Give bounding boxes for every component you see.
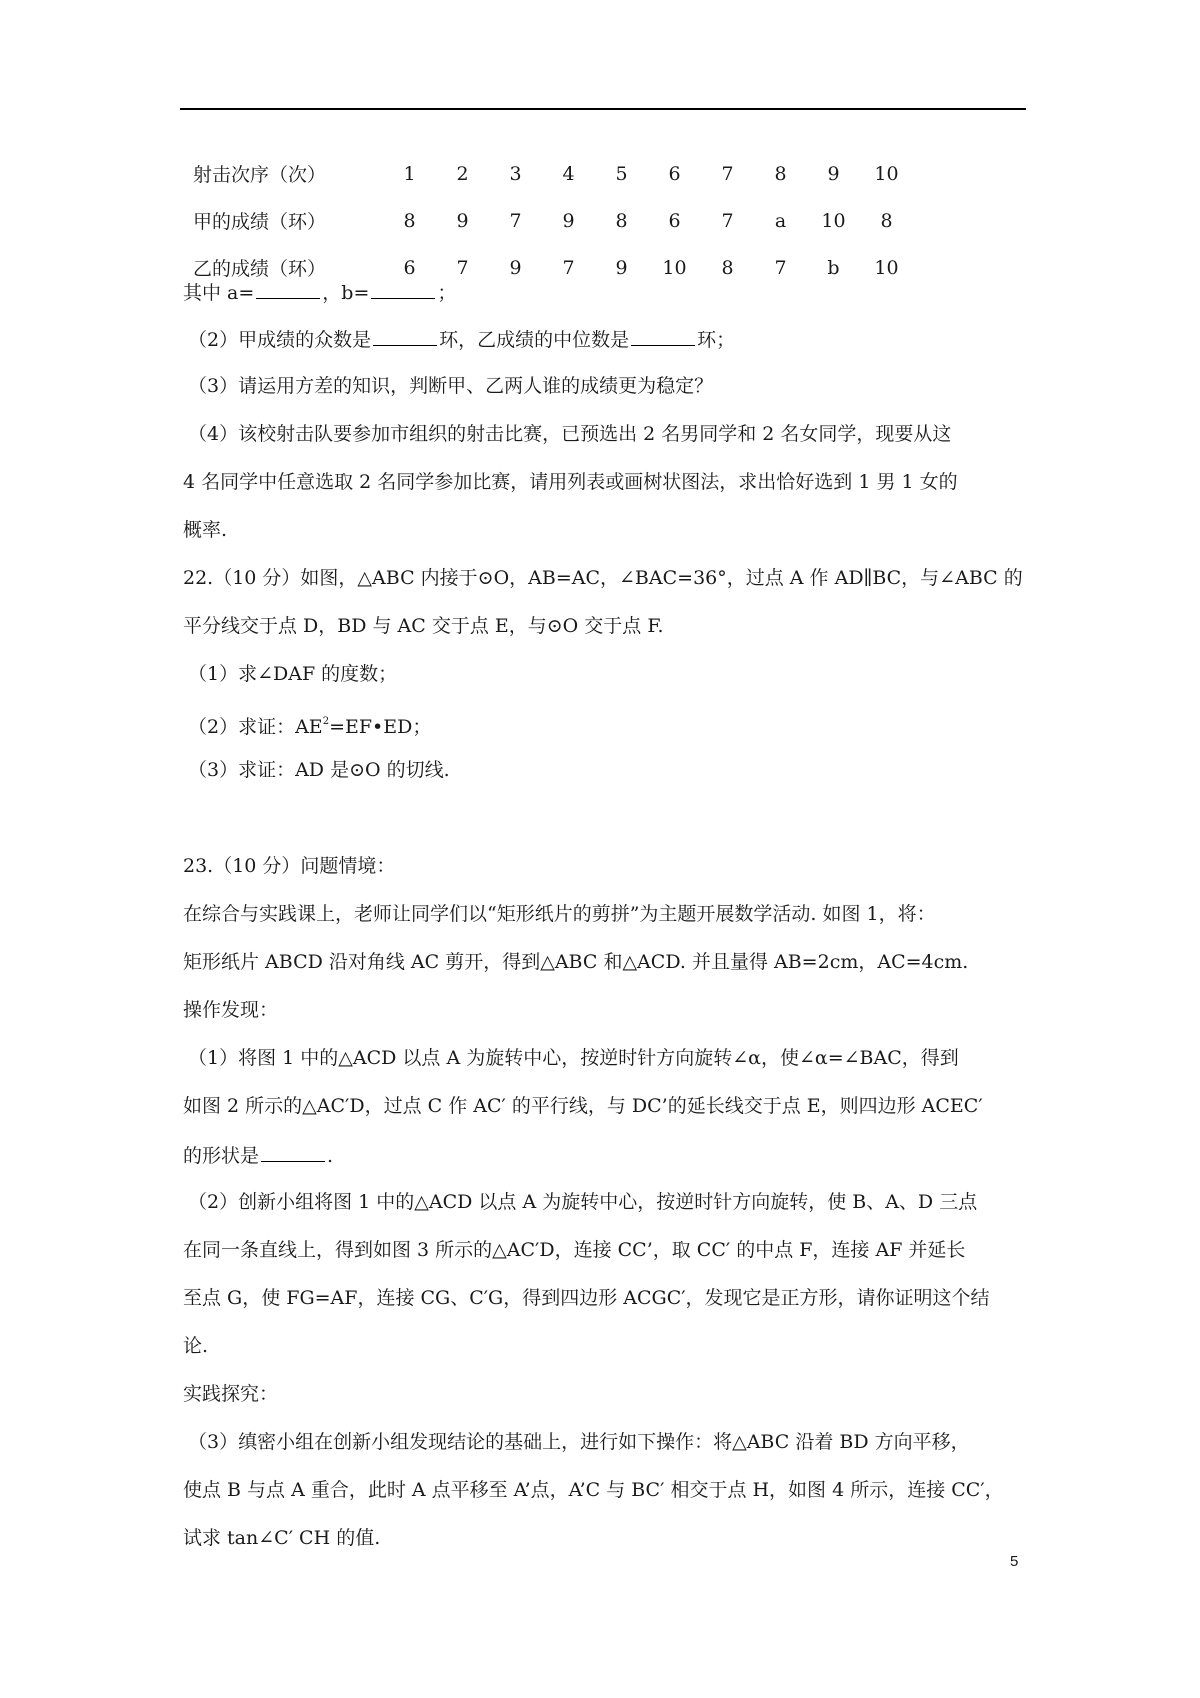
table-cell: 3 [509,162,522,185]
table-cell: 10 [821,209,846,232]
table-row [193,197,913,244]
q22-part2-suffix: =EF•ED； [329,716,432,738]
q23-header: 23.（10 分）问题情境： [183,855,396,877]
q22-part2-prefix: （2）求证：AE [188,716,323,738]
shooting-score-table [193,150,913,291]
q21-part3: （3）请运用方差的知识，判断甲、乙两人谁的成绩更为稳定？ [188,375,714,397]
q23-part3-line2: 使点 B 与点 A 重合，此时 A 点平移至 A’点，A’C 与 BC′ 相交于点 H，如图 4 所示，连接 CC′， [183,1479,1004,1501]
table-cell: b [827,256,840,279]
table-cell: 8 [880,209,893,232]
table-cell: 9 [562,209,575,232]
q23-intro-line2: 矩形纸片 ABCD 沿对角线 AC 剪开，得到△ABC 和△ACD. 并且量得 AB=2cm，AC=4cm. [183,951,969,973]
q21-ab-suffix: ； [437,282,457,304]
table-cell: 10 [662,256,687,279]
answer-blank-mode [373,325,437,346]
table-cell: 1 [403,162,416,185]
q22-part1: （1）求∠DAF 的度数； [188,663,398,685]
q23-intro-line1: 在综合与实践课上，老师让同学们以“矩形纸片的剪拼”为主题开展数学活动. 如图 1，将： [183,903,936,925]
q23-part1-line3 [183,1141,333,1169]
q23-part1-line3-suffix: . [327,1145,334,1167]
table-row [193,150,913,197]
q23-part2-line2: 在同一条直线上，得到如图 3 所示的△AC′D，连接 CC’，取 CC′ 的中点 F，连接 AF 并延长 [183,1239,966,1261]
answer-blank-b [371,278,435,299]
table-row-label: 射击次序（次） [193,164,327,186]
table-cell: a [774,209,787,232]
q23-part3-line1: （3）缜密小组在创新小组发现结论的基础上，进行如下操作：将△ABC 沿着 BD 方向平移， [188,1431,970,1453]
q22-part2 [188,709,431,740]
q23-part1-line3-prefix: 的形状是 [183,1145,260,1167]
q21-ab-line [183,278,456,306]
q23-part2-line1: （2）创新小组将图 1 中的△ACD 以点 A 为旋转中心，按逆时针方向旋转，使 B、A、D 三点 [188,1191,978,1213]
q21-part2 [188,325,735,353]
table-cell: 6 [668,209,681,232]
q21-ab-prefix: 其中 a= [183,282,255,304]
q21-part4-line3: 概率. [183,519,228,541]
table-cell: 7 [774,256,787,279]
header-rule [180,108,1026,110]
table-cell: 9 [456,209,469,232]
answer-blank-a [256,278,320,299]
table-cell: 2 [456,162,469,185]
table-cell: 10 [874,256,899,279]
table-cell: 9 [509,256,522,279]
table-cell: 8 [774,162,787,185]
table-cell: 6 [403,256,416,279]
q21-part4-line1: （4）该校射击队要参加市组织的射击比赛，已预选出 2 名男同学和 2 名女同学，现要从这 [188,423,952,445]
table-cell: 5 [615,162,628,185]
page-number: 5 [1010,1553,1019,1570]
table-cell: 7 [562,256,575,279]
answer-blank-shape [261,1141,325,1162]
table-cell: 4 [562,162,575,185]
q23-part2-line4: 论. [183,1335,209,1357]
table-cell: 7 [721,162,734,185]
table-cell: 8 [721,256,734,279]
table-cell: 7 [509,209,522,232]
q21-part2-mid: 环，乙成绩的中位数是 [439,329,630,351]
table-cell: 10 [874,162,899,185]
table-cell: 8 [403,209,416,232]
q23-section-practice: 实践探究： [183,1383,279,1405]
table-cell: 7 [456,256,469,279]
table-cell: 7 [721,209,734,232]
q23-part2-line3: 至点 G，使 FG=AF，连接 CG、C′G，得到四边形 ACGC′，发现它是正方形，请你证明这个结 [183,1287,990,1309]
table-row-label: 甲的成绩（环） [193,211,327,233]
q22-line1: 22.（10 分）如图，△ABC 内接于⊙O，AB=AC，∠BAC=36°，过点 A 作 AD∥BC，与∠ABC 的 [183,567,1023,589]
q22-line2: 平分线交于点 D，BD 与 AC 交于点 E，与⊙O 交于点 F. [183,615,664,637]
table-cell: 9 [827,162,840,185]
table-row-label: 乙的成绩（环） [193,258,327,280]
table-cell: 8 [615,209,628,232]
q21-part4-line2: 4 名同学中任意选取 2 名同学参加比赛，请用列表或画树状图法，求出恰好选到 1 男 1 女的 [183,471,958,493]
q21-part2-suffix: 环； [697,329,736,351]
answer-blank-median [631,325,695,346]
table-cell: 6 [668,162,681,185]
q22-part2-superscript: 2 [322,716,330,727]
q23-part3-line3: 试求 tan∠C′ CH 的值. [183,1527,381,1549]
table-cell: 9 [615,256,628,279]
q21-part2-prefix: （2）甲成绩的众数是 [188,329,372,351]
q23-part1-line1: （1）将图 1 中的△ACD 以点 A 为旋转中心，按逆时针方向旋转∠α，使∠α=∠BAC，得到 [188,1047,959,1069]
q23-part1-line2: 如图 2 所示的△AC′D，过点 C 作 AC′ 的平行线，与 DC’的延长线交于点 E，则四边形 ACEC′ [183,1095,983,1117]
q23-section-operation: 操作发现： [183,999,279,1021]
q22-part3: （3）求证：AD 是⊙O 的切线. [188,759,450,781]
q21-ab-mid: ，b= [322,282,370,304]
